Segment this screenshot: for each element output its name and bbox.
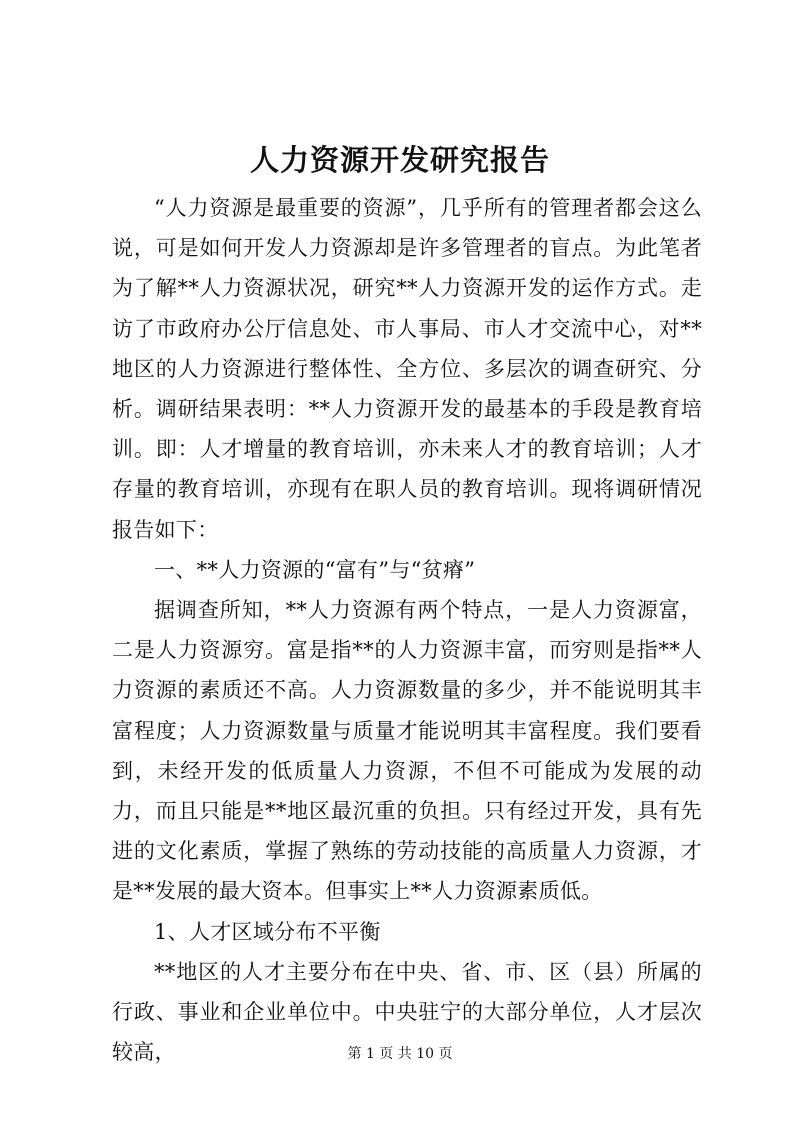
- document-title: 人力资源开发研究报告: [249, 143, 550, 177]
- section-heading-1: 一、**人力资源的“富有”与“贫瘠”: [154, 557, 476, 582]
- subsection-heading-1: 1、人才区域分布不平衡: [154, 919, 381, 944]
- intro-paragraph: “人力资源是最重要的资源”，几乎所有的管理者都会这么说，可是如何开发人力资源却是许多管理者的盲点。为此笔者为了解**人力资源状况，研究**人力资源开发的运作方式。走访了市政府办公厅信息处、市人事局、市人才交流中心，对**地区的人力资源进行整体性、全方位、多层次的调查研究、分析。调研结果表明：**人力资源开发的最基本的手段是教育培训。即：人才增量的教育培训，亦未来人才的教育培训；人才存量的教育培训，亦现有在职人员的教育培训。现将调研情况报告如下：: [112, 196, 702, 542]
- document-body: [112, 188, 702, 1072]
- page-footer: 第 1 页 共 10 页: [347, 1046, 453, 1062]
- subsection-1-paragraph: **地区的人才主要分布在中央、省、市、区（县）所属的行政、事业和企业单位中。中央驻宁的大部分单位，人才层次较高，: [112, 959, 702, 1065]
- section-1-paragraph: 据调查所知，**人力资源有两个特点，一是人力资源富，二是人力资源穷。富是指**的人力资源丰富，而穷则是指**人力资源的素质还不高。人力资源数量的多少，并不能说明其丰富程度；人力资源数量与质量才能说明其丰富程度。我们要看到，未经开发的低质量人力资源，不但不可能成为发展的动力，而且只能是**地区最沉重的负担。只有经过开发，具有先进的文化素质，掌握了熟练的劳动技能的高质量人力资源，才是**发展的最大资本。但事实上**人力资源素质低。: [112, 598, 702, 904]
